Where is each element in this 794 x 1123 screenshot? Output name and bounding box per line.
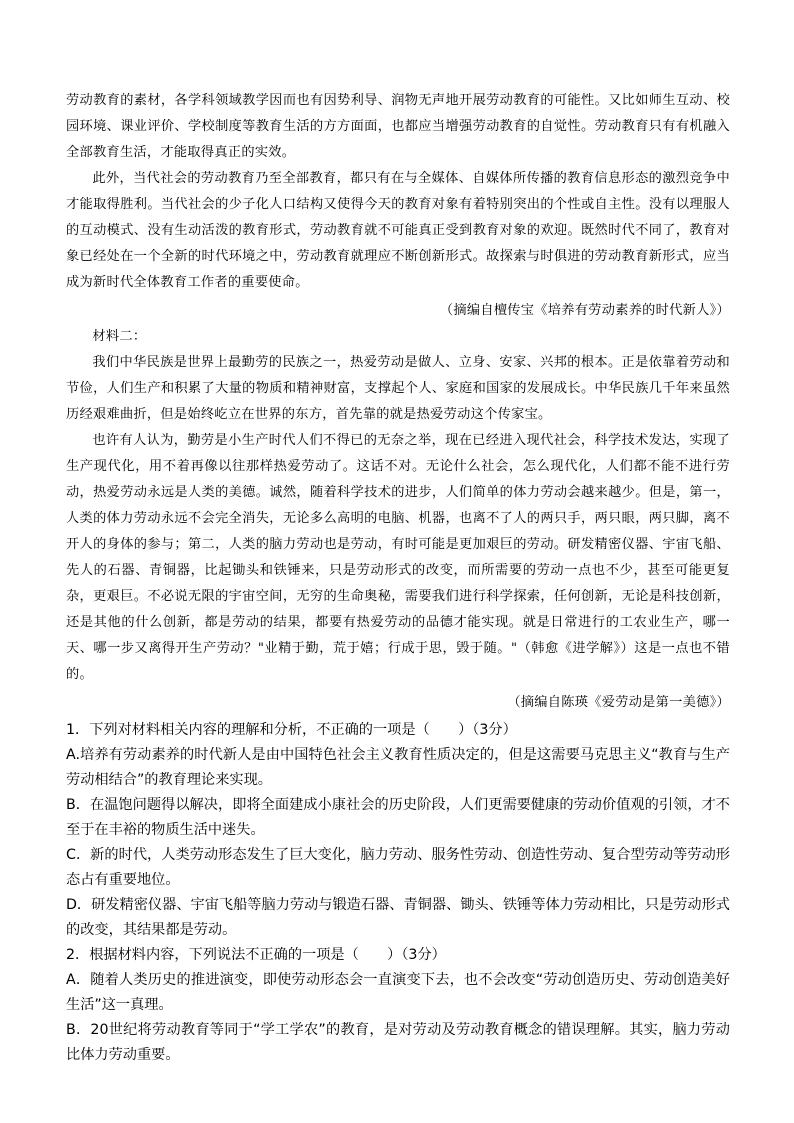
exam-page — [66, 88, 730, 1068]
material-one-paragraph-1: 劳动教育的素材，各学科领域教学因而也有因势利导、润物无声地开展劳动教育的可能性。又比如师生互动、校园环境、课业评价、学校制度等教育生活的方方面面，也都应当增强劳动教育的自觉性。劳动教育只有有机融入全部教育生活，才能取得真正的实效。 — [66, 93, 730, 160]
question-option: A．随着人类历史的推进演变，即使劳动形态会一直演变下去，也不会改变“劳动创造历史、劳动创造美好生活”这一真理。 — [66, 972, 730, 1013]
question-option: D．研发精密仪器、宇宙飞船等脑力劳动与锻造石器、青铜器、锄头、铁锤等体力劳动相比，只是劳动形式的改变，其结果都是劳动。 — [66, 897, 730, 938]
material-one-source: （摘编自檀传宝《培养有劳动素养的时代新人》） — [439, 303, 730, 318]
question-stem: 1．下列对材料相关内容的理解和分析，不正确的一项是（ ）（3分） — [66, 722, 517, 738]
material-two-paragraph-2: 也许有人认为，勤劳是小生产时代人们不得已的无奈之举，现在已经进入现代社会，科学技术发达，实现了生产现代化，用不着再像以往那样热爱劳动了。这话不对。无论什么社会，怎么现代化，人们都不能不进行劳动，热爱劳动永远是人类的美德。诚然，随着科学技术的进步，人们简单的体力劳动会越来越少。但是，第一，人类的体力劳动永远不会完全消失，无论多么高明的电脑、机器，也离不了人的两只手，两只眼，两只脚，离不开人的身体的参与；第二，人类的脑力劳动也是劳动，有时可能是更加艰巨的劳动。研发精密仪器、宇宙飞船、先人的石器、青铜器，比起锄头和铁锤来，只是劳动形式的改变，而所需要的劳动一点也不少，甚至可能更复杂，更艰巨。不必说无限的宇宙空间，无穷的生命奥秘，需要我们进行科学探索，任何创新，无论是科技创新，还是其他的什么创新，都是劳动的结果，都要有热爱劳动的品德才能实现。就是日常进行的工农业生产，哪一天、哪一步又离得开生产劳动？"业精于勤，荒于嬉；行成于思，毁于随。"（韩愈《进学解》）这是一点也不错的。 — [66, 433, 730, 682]
question-option: C．新的时代，人类劳动形态发生了巨大变化，脑力劳动、服务性劳动、创造性劳动、复合型劳动等劳动形态占有重要地位。 — [66, 847, 730, 888]
material-two-paragraph-1: 我们中华民族是世界上最勤劳的民族之一，热爱劳动是做人、立身、安家、兴邦的根本。正是依靠着劳动和节俭，人们生产和积累了大量的物质和精神财富，支撑起个人、家庭和国家的发展成长。中华民族几千年来虽然历经艰难曲折，但是始终屹立在世界的东方，首先靠的就是热爱劳动这个传家宝。 — [66, 355, 730, 422]
material-one-paragraph-2: 此外，当代社会的劳动教育乃至全部教育，都只有在与全媒体、自媒体所传播的教育信息形态的激烈竞争中才能取得胜利。当代社会的少子化人口结构又使得今天的教育对象有着特别突出的个性或自主性。没有以理服人的互动模式、没有生动活泼的教育形式，劳动教育就不可能真正受到教育对象的欢迎。既然时代不同了，教育对象已经处在一个全新的时代环境之中，劳动教育就理应不断创新形式。故探索与时俱进的劳动教育新形式，应当成为新时代全体教育工作者的重要使命。 — [66, 171, 730, 290]
question-stem: 2．根据材料内容，下列说法不正确的一项是（ ）（3分） — [66, 947, 446, 963]
question-list — [66, 718, 730, 1068]
question-option: B．在温饱问题得以解决，即将全面建成小康社会的历史阶段，人们更需要健康的劳动价值观的引领，才不至于在丰裕的物质生活中迷失。 — [66, 797, 730, 838]
question-option: B．20世纪将劳动教育等同于“学工学农”的教育，是对劳动及劳动教育概念的错误理解。其实，脑力劳动比体力劳动重要。 — [66, 1022, 730, 1063]
question-2 — [66, 943, 730, 1068]
material-two-label: 材料二： — [92, 329, 147, 344]
question-1 — [66, 718, 730, 943]
material-two — [66, 324, 730, 716]
question-option: A.培养有劳动素养的时代新人是由中国特色社会主义教育性质决定的，但是这需要马克思主义“教育与生产劳动相结合”的教育理论来实现。 — [66, 747, 730, 788]
material-one — [66, 88, 730, 324]
material-two-source: （摘编自陈瑛《爱劳动是第一美德》） — [507, 695, 730, 710]
